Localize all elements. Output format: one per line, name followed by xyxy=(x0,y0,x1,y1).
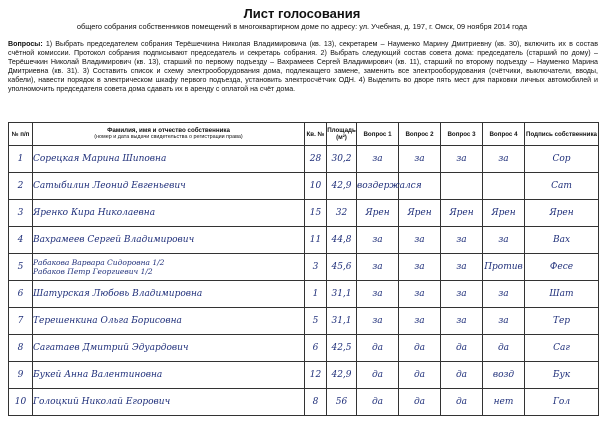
owner-name-line: Букей Анна Валентиновна xyxy=(33,370,163,380)
owner-signature: Бук xyxy=(525,362,599,389)
row-number: 4 xyxy=(9,227,33,254)
row-number: 3 xyxy=(9,200,33,227)
owner-name-line: Шатурская Любовь Владимировна xyxy=(33,289,203,299)
vote-q3: за xyxy=(441,227,483,254)
owner-signature: Саг xyxy=(525,335,599,362)
vote-q2: да xyxy=(399,335,441,362)
row-number: 6 xyxy=(9,281,33,308)
area-value: 31,1 xyxy=(327,281,357,308)
vote-q3: да xyxy=(441,335,483,362)
table-header-row xyxy=(9,123,599,146)
row-number: 8 xyxy=(9,335,33,362)
owner-signature: Сор xyxy=(525,146,599,173)
col-owner xyxy=(33,123,305,146)
agenda-lead: Вопросы: xyxy=(8,40,43,48)
vote-q4: нет xyxy=(483,389,525,416)
vote-q1: за xyxy=(357,308,399,335)
agenda-body: 1) Выбрать председателем собрания Терёшечкина Николая Владимировича (кв. 13), секретарем – Науменко Марину Дмитриевну (кв. 30), включить их в состав счётной комиссии. Протокол собрания подписывают председатель и секретарь собрания. 2) Выбрать следующий состав совета дома: председатель (старший по дому) – Терёшечкин Николай Владимирович (кв. 13), старший по первому подъезду – Вахрамеев Сергей Владимирович (кв. 11), старший по второму подъезду – Науменко Марина Дмитриевна (кв. 31). 3) Составить список и схему электрооборудования дома, подлежащего замене, заменить все электрооборудования (счётчики, выключатели, вводы, кабели), навести порядок в электрическом шкафу первого подъезда, установить электросчётчик ОДН. 4) Выделить во дворе пять мест для парковки личных автомобилей и уполномочить председателя совета дома сдавать их в аренду с оплатой на счёт дома. xyxy=(8,40,598,93)
vote-q1: да xyxy=(357,335,399,362)
vote-q4: да xyxy=(483,335,525,362)
owner-signature: Сат xyxy=(525,173,599,200)
table-row xyxy=(9,200,599,227)
table-row xyxy=(9,254,599,281)
owner-name xyxy=(33,308,305,335)
area-value: 42,9 xyxy=(327,362,357,389)
vote-q1: да xyxy=(357,389,399,416)
apartment-number: 12 xyxy=(305,362,327,389)
sheet-subtitle: общего собрания собственников помещений в многоквартирном доме по адресу: ул. Учебная, д. 197, г. Омск, 09 ноября 2014 года xyxy=(76,22,528,31)
area-value: 31,1 xyxy=(327,308,357,335)
vote-q1: за xyxy=(357,281,399,308)
vote-q3: за xyxy=(441,281,483,308)
apartment-number: 11 xyxy=(305,227,327,254)
owner-signature: Тер xyxy=(525,308,599,335)
owner-name-line: Терешенкина Ольга Борисовна xyxy=(33,316,182,326)
owner-signature: Вах xyxy=(525,227,599,254)
vote-q3: за xyxy=(441,308,483,335)
row-number: 1 xyxy=(9,146,33,173)
apartment-number: 6 xyxy=(305,335,327,362)
row-number: 5 xyxy=(9,254,33,281)
owner-name-line: Голоцкий Николай Егорович xyxy=(33,397,171,407)
owner-name-line: Сагатаев Дмитрий Эдуардович xyxy=(33,343,189,353)
col-sign: Подпись собственника xyxy=(525,123,599,146)
owner-name xyxy=(33,146,305,173)
table-row xyxy=(9,146,599,173)
table-row xyxy=(9,227,599,254)
vote-q1: за xyxy=(357,227,399,254)
col-q1: Вопрос 1 xyxy=(357,123,399,146)
vote-q3: да xyxy=(441,362,483,389)
apartment-number: 10 xyxy=(305,173,327,200)
owner-name-line: Яренко Кира Николаевна xyxy=(33,208,156,218)
row-number: 10 xyxy=(9,389,33,416)
vote-q1: за xyxy=(357,254,399,281)
area-value: 32 xyxy=(327,200,357,227)
vote-q1: за xyxy=(357,146,399,173)
owner-name-line-2: Рабаков Петр Георгиевич 1/2 xyxy=(33,267,153,276)
owner-name-line: Вахрамеев Сергей Владимирович xyxy=(33,235,195,245)
apartment-number: 3 xyxy=(305,254,327,281)
agenda-text xyxy=(8,40,598,94)
vote-q4: за xyxy=(483,308,525,335)
table-row xyxy=(9,281,599,308)
vote-q3: за xyxy=(441,254,483,281)
vote-q4: за xyxy=(483,281,525,308)
area-value: 30,2 xyxy=(327,146,357,173)
vote-q2: за xyxy=(399,146,441,173)
owner-signature: Фесе xyxy=(525,254,599,281)
vote-q2: за xyxy=(399,227,441,254)
vote-q2: Ярен xyxy=(399,200,441,227)
table-row xyxy=(9,389,599,416)
table-row xyxy=(9,335,599,362)
owner-name xyxy=(33,389,305,416)
area-value: 45,6 xyxy=(327,254,357,281)
vote-q2: за xyxy=(399,254,441,281)
owner-name xyxy=(33,254,305,281)
owner-name xyxy=(33,227,305,254)
vote-q2: за xyxy=(399,308,441,335)
owner-name-line: Сорецкая Марина Шиповна xyxy=(33,154,167,164)
vote-q1: да xyxy=(357,362,399,389)
col-area: Площадь (м²) xyxy=(327,123,357,146)
vote-q4: возд xyxy=(483,362,525,389)
vote-q4: за xyxy=(483,146,525,173)
col-num: № п/п xyxy=(9,123,33,146)
table-row xyxy=(9,308,599,335)
table-row xyxy=(9,173,599,200)
vote-q4: Ярен xyxy=(483,200,525,227)
row-number: 7 xyxy=(9,308,33,335)
col-q2: Вопрос 2 xyxy=(399,123,441,146)
owner-name-line: Сатыбилин Леонид Евгеньевич xyxy=(33,181,186,191)
area-value: 42,5 xyxy=(327,335,357,362)
owner-signature: Гол xyxy=(525,389,599,416)
owner-name xyxy=(33,200,305,227)
owner-name xyxy=(33,281,305,308)
vote-q2: да xyxy=(399,362,441,389)
area-value: 56 xyxy=(327,389,357,416)
col-q3: Вопрос 3 xyxy=(441,123,483,146)
col-owner-note: (номер и дата выдачи свидетельства о регистрации права) xyxy=(94,134,243,140)
apartment-number: 1 xyxy=(305,281,327,308)
table-row xyxy=(9,362,599,389)
vote-q4 xyxy=(483,173,525,200)
apartment-number: 15 xyxy=(305,200,327,227)
apartment-number: 5 xyxy=(305,308,327,335)
vote-q3: да xyxy=(441,389,483,416)
col-owner-title: Фамилия, имя и отчество собственника xyxy=(107,127,230,134)
vote-q2: да xyxy=(399,389,441,416)
owner-signature: Ярен xyxy=(525,200,599,227)
vote-q3: Ярен xyxy=(441,200,483,227)
col-q4: Вопрос 4 xyxy=(483,123,525,146)
vote-q3: за xyxy=(441,146,483,173)
row-number: 2 xyxy=(9,173,33,200)
owner-signature: Шат xyxy=(525,281,599,308)
voting-table xyxy=(8,122,599,416)
vote-q2: за xyxy=(399,281,441,308)
apartment-number: 28 xyxy=(305,146,327,173)
col-apt: Кв. № xyxy=(305,123,327,146)
apartment-number: 8 xyxy=(305,389,327,416)
owner-name-line: Рабакова Варвара Сидоровна 1/2 xyxy=(33,258,165,267)
owner-name xyxy=(33,173,305,200)
owner-name xyxy=(33,362,305,389)
row-number: 9 xyxy=(9,362,33,389)
vote-q4: Против xyxy=(483,254,525,281)
vote-q1: воздержался xyxy=(357,173,399,200)
vote-q3 xyxy=(441,173,483,200)
area-value: 44,8 xyxy=(327,227,357,254)
owner-name xyxy=(33,335,305,362)
vote-q4: за xyxy=(483,227,525,254)
vote-q1: Ярен xyxy=(357,200,399,227)
area-value: 42,9 xyxy=(327,173,357,200)
sheet-title: Лист голосования xyxy=(243,6,361,21)
